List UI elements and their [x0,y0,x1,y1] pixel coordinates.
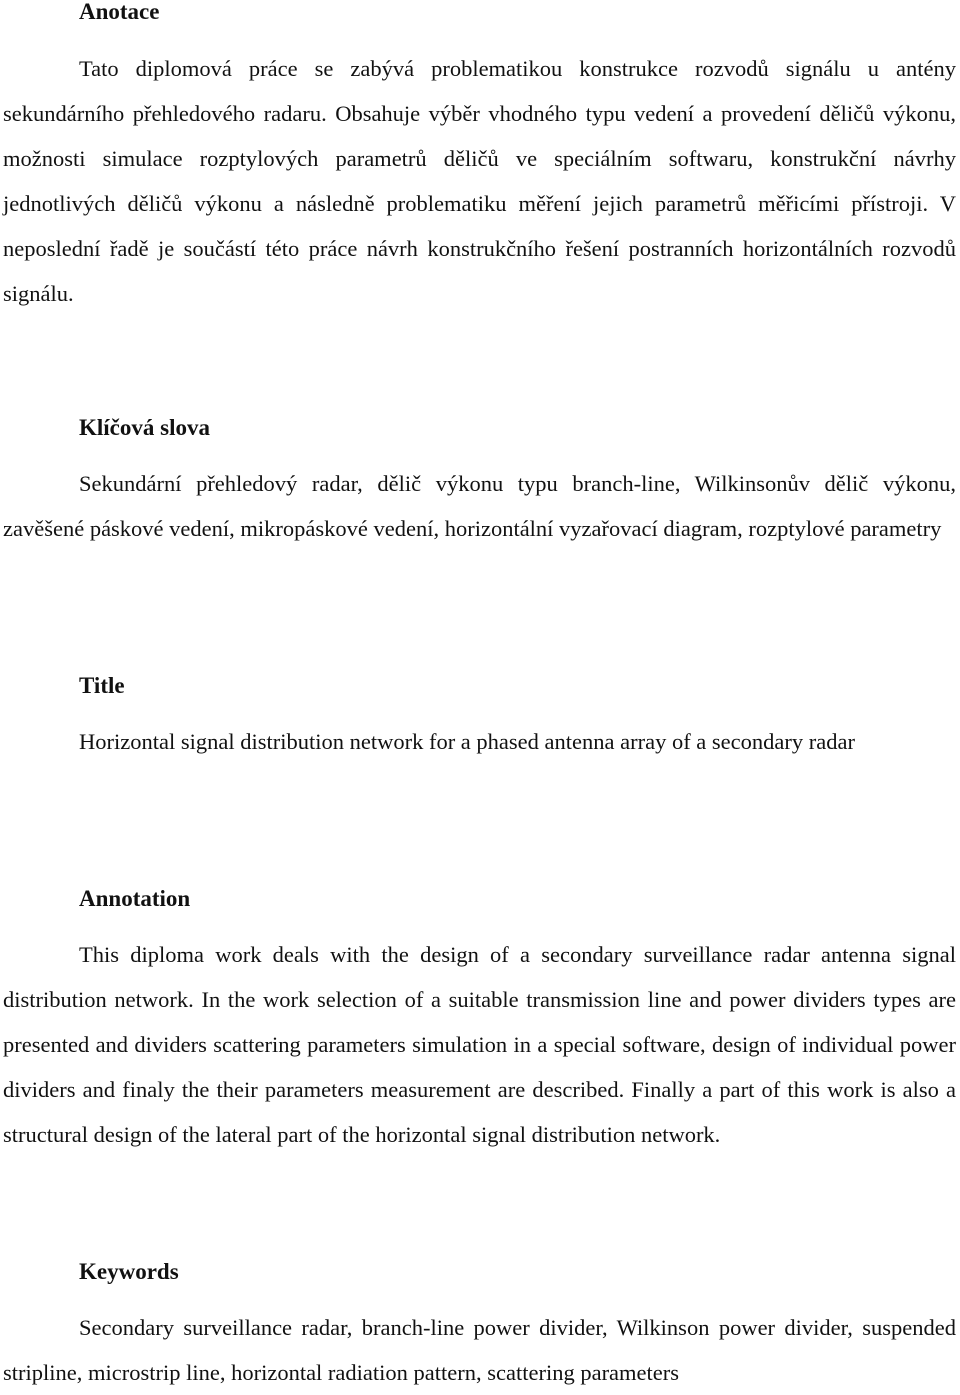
paragraph-annotation: This diploma work deals with the design of a secondary surveillance radar antenna signal distribution network. In the work selection of a suitable transmission line and power dividers types are presented and dividers scattering parameters simulation in a special software, design of individual power dividers and finaly the their parameters measurement are described. Finally a part of this work is also a structural design of the lateral part of the horizontal signal distribution network. [3,942,956,1147]
section-keywords [3,1260,956,1395]
paragraph-keywords: Secondary surveillance radar, branch-line power divider, Wilkinson power divider, suspended stripline, microstrip line, horizontal radiation pattern, scattering parameters [3,1315,956,1385]
section-title [3,674,956,764]
paragraph-title: Horizontal signal distribution network for a phased antenna array of a secondary radar [79,729,855,754]
heading-keywords: Keywords [79,1259,179,1284]
section-klicova-slova [3,416,956,551]
section-annotation [3,887,956,1157]
heading-klicova-slova: Klíčová slova [79,415,210,440]
paragraph-klicova-slova: Sekundární přehledový radar, dělič výkonu typu branch-line, Wilkinsonův dělič výkonu, zavěšené páskové vedení, mikropáskové vedení, horizontální vyzařovací diagram, rozptylové parametry [3,471,956,541]
heading-anotace: Anotace [79,0,160,24]
heading-title: Title [79,673,125,698]
section-anotace [3,0,956,316]
paragraph-anotace: Tato diplomová práce se zabývá problematikou konstrukce rozvodů signálu u antény sekundárního přehledového radaru. Obsahuje výběr vhodného typu vedení a provedení děličů výkonu, možnosti simulace rozptylových parametrů děličů ve speciálním softwaru, konstrukční návrhy jednotlivých děličů výkonu a následně problematiku měření jejich parametrů měřicími přístroji. V neposlední řadě je součástí této práce návrh konstrukčního řešení postranních horizontálních rozvodů signálu. [3,56,956,306]
heading-annotation: Annotation [79,886,191,911]
